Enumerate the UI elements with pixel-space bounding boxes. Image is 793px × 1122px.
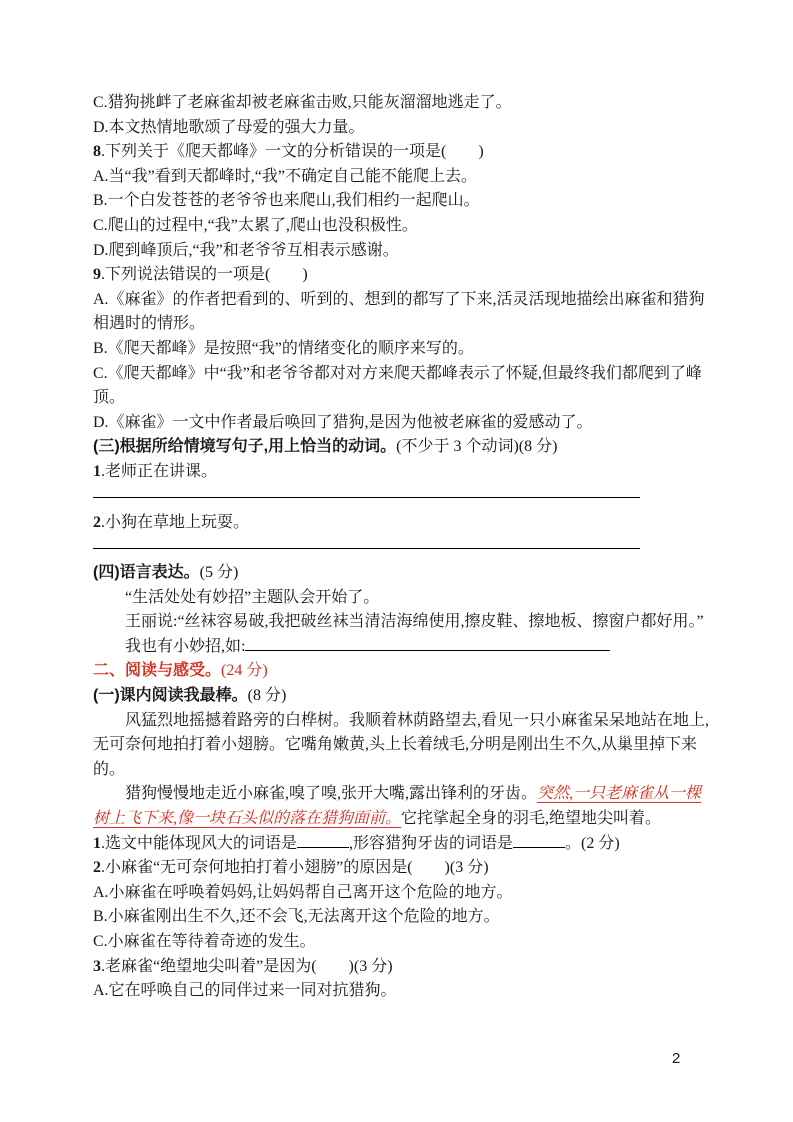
section2-heading <box>93 659 709 684</box>
reading-question3-stem-text: .老麻雀“绝望地尖叫着”是因为( )(3 分) <box>101 957 393 975</box>
part3-item1-number: 1 <box>93 462 101 480</box>
section2-heading-title: 二、阅读与感受。 <box>93 662 222 680</box>
passage-paragraph-2-plain: 猎狗慢慢地走近小麻雀,嗅了嗅,张开大嘴,露出锋利的牙齿。 <box>125 785 538 803</box>
reading-question1-number: 1 <box>93 834 101 852</box>
part3-heading-note: (不少于 3 个动词)(8 分) <box>396 438 558 456</box>
reading-question1-seg1: .选文中能体现风大的词语是 <box>101 834 298 852</box>
question8-option-b: B.一个白发苍苍的老爷爷也来爬山,我们相约一起爬山。 <box>93 192 480 210</box>
passage-paragraph-1: 风猛烈地摇撼着路旁的白桦树。我顺着林荫路望去,看见一只小麻雀呆呆地站在地上,无可奈何地拍打着小翅膀。它嘴角嫩黄,头上长着绒毛,分明是刚出生不久,从巢里掉下来的。 <box>93 711 710 778</box>
reading-question2-stem <box>93 856 709 881</box>
question8-option-d: D.爬到峰顶后,“我”和老爷爷互相表示感谢。 <box>93 241 399 259</box>
reading-question3-stem <box>93 955 709 980</box>
question9-number: 9 <box>93 266 101 284</box>
question9-option-d: D.《麻雀》一文中作者最后唤回了猎狗,是因为他被老麻雀的爱感动了。 <box>93 413 593 431</box>
question8-option-c: C.爬山的过程中,“我”太累了,爬山也没积极性。 <box>93 216 418 234</box>
passage-paragraph-2 <box>93 782 709 831</box>
passage-paragraph-2-tail: 它挓挲起全身的羽毛,绝望地尖叫着。 <box>401 810 662 828</box>
section2-part1-heading-title: (一)课内阅读我最棒。 <box>93 687 248 705</box>
part4-heading-title: (四)语言表达。 <box>93 564 200 582</box>
question8-number: 8 <box>93 143 101 161</box>
part3-item1 <box>93 460 709 485</box>
reading-question2-number: 2 <box>93 859 101 877</box>
reading-question3-number: 3 <box>93 957 101 975</box>
reading-question1-seg2: ,形容猎狗牙齿的词语是 <box>349 834 514 852</box>
part3-item1-text: .老师正在讲课。 <box>101 462 218 480</box>
question9-option-b: B.《爬天都峰》是按照“我”的情绪变化的顺序来写的。 <box>93 339 474 357</box>
passage-annotated-red-text: 突然,一只老麻雀从一棵树上飞下来,像一块石头似的落在猎狗面前。 <box>93 785 702 828</box>
part4-paragraph-3 <box>93 635 709 660</box>
part4-paragraph-2: 王丽说:“丝袜容易破,我把破丝袜当清洁海绵使用,擦皮鞋、擦地板、擦窗户都好用。” <box>125 613 704 631</box>
reading-question3-option-a: A.它在呼唤自己的同伴过来一同对抗猎狗。 <box>93 982 397 1000</box>
section2-heading-score: (24 分) <box>221 662 268 680</box>
reading-question2-option-a: A.小麻雀在呼唤着妈妈,让妈妈帮自己离开这个危险的地方。 <box>93 883 513 901</box>
reading-question2-option-b: B.小麻雀刚出生不久,还不会飞,无法离开这个危险的地方。 <box>93 908 500 926</box>
part3-heading <box>93 435 709 460</box>
question8-stem <box>93 140 709 165</box>
question7-option-c: C.猎狗挑衅了老麻雀却被老麻雀击败,只能灰溜溜地逃走了。 <box>93 94 512 111</box>
part4-paragraph-3-lead: 我也有小妙招,如: <box>125 637 246 655</box>
reading-question2-stem-text: .小麻雀“无可奈何地拍打着小翅膀”的原因是( )(3 分) <box>101 859 489 877</box>
question9-option-a: A.《麻雀》的作者把看到的、听到的、想到的都写了下来,活灵活现地描绘出麻雀和猎狗相遇时的情形。 <box>93 290 705 333</box>
section2-part1-heading <box>93 684 709 709</box>
reading-question2-option-c: C.小麻雀在等待着奇迹的发生。 <box>93 933 316 950</box>
question9-option-c: C.《爬天都峰》中“我”和老爷爷都对对方来爬天都峰表示了怀疑,但最终我们都爬到了峰顶。 <box>93 364 702 407</box>
answer-blank[interactable] <box>513 832 565 848</box>
part4-heading <box>93 561 709 586</box>
question8-option-a: A.当“我”看到天都峰时,“我”不确定自己能不能爬上去。 <box>93 167 477 185</box>
answer-blank-long[interactable] <box>245 635 610 651</box>
part3-heading-title: (三)根据所给情境写句子,用上恰当的动词。 <box>93 438 397 456</box>
part3-item2 <box>93 511 709 536</box>
page-number: 2 <box>672 1050 681 1067</box>
question9-stem <box>93 263 709 288</box>
answer-line[interactable] <box>93 497 640 498</box>
page-content <box>93 91 709 1004</box>
part4-heading-note: (5 分) <box>199 564 239 582</box>
answer-line[interactable] <box>93 548 640 549</box>
question9-stem-text: .下列说法错误的一项是( ) <box>101 266 308 284</box>
section2-part1-heading-score: (8 分) <box>247 687 287 705</box>
reading-question1 <box>93 832 709 857</box>
part4-paragraph-1: “生活处处有妙招”主题队会开始了。 <box>125 588 380 606</box>
answer-blank[interactable] <box>297 832 349 848</box>
question7-option-d: D.本文热情地歌颂了母爱的强大力量。 <box>93 118 365 136</box>
reading-question1-seg3: 。(2 分) <box>565 834 620 852</box>
part3-item2-text: .小狗在草地上玩耍。 <box>101 513 250 531</box>
question8-stem-text: .下列关于《爬天都峰》一文的分析错误的一项是( ) <box>101 143 484 161</box>
part3-item2-number: 2 <box>93 513 101 531</box>
